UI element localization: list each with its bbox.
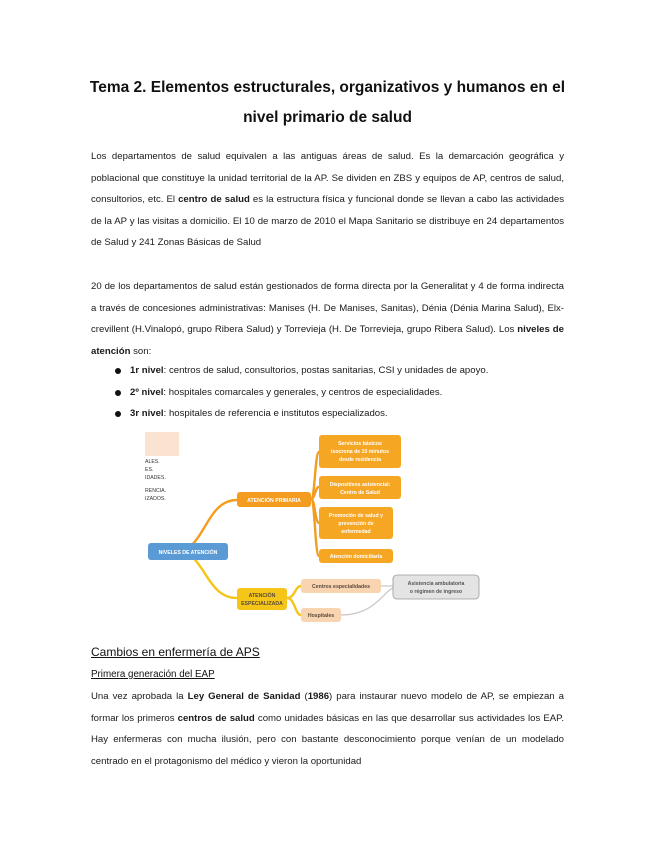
node-label: Promoción de salud y [329,513,383,519]
paragraph-text: es la estructura física y funcional donde se llevan a cabo las actividades de la AP y las visitas a domicilio. El 10 de marzo de 2010 el Mapa Sanitario se distribuye en 24 departamentos de Salud y 241 Zonas Básicas de Salud [91,194,564,249]
node-asistencia-ambulatoria [393,575,479,599]
paragraph-text: 20 de los departamentos de salud están gestionados de forma directa por la Generalitat y 4 de forma indirecta a través de concesiones administrativas: Manises (H. De Manises, Sanitas), Dénia (Dénia Marina Salud), Elx-crevillent (H.Vinalopó, grupo Ribera Salud) y Torrevieja (H. De Torrevieja, grupo Ribera Salud). Los [91,281,564,336]
document-title-line-1: Tema 2. Elementos estructurales, organizativos y humanos en el [89,79,566,96]
connector [287,586,301,598]
fragment-text: ES. [145,467,154,473]
bullet-icon [115,368,121,374]
node-root-label: NIVELES DE ATENCIÓN [158,550,218,556]
bold-term: centros de salud [177,712,255,724]
node-label: prevención de [338,521,374,527]
paragraph-text: como unidades básicas en las que desarrollar sus actividades los EAP. Hay enfermeras con mucha ilusión, pero con bastante desconocimiento porque venían de un modelado centrado en el protagonismo del médico y vieron la oportunidad [91,712,564,767]
node-label: Dispositivos asistencial: [329,482,391,488]
niveles-list [115,360,565,425]
bold-term: niveles de atención [91,324,564,357]
bold-term: 1986 [307,691,330,702]
list-item-label: 3r nivel [130,408,164,420]
node-label: Atención domiciliaria [329,554,383,560]
node-label: enfermedad [341,529,371,535]
fragment-text: ALES. [145,459,160,465]
left-panel-highlight [145,432,179,456]
section-heading: Cambios en enfermería de APS [91,645,260,659]
node-label: ATENCIÓN [248,593,276,599]
node-label: isocrona de 15 minutos [331,449,389,455]
bullet-icon [115,390,121,396]
paragraph-primera-generacion [91,686,564,772]
document-title-line-2: nivel primario de salud [243,109,412,126]
paragraph-text: Los departamentos de salud equivalen a las antiguas áreas de salud. Es la demarcación geográfica y poblacional que constituye la unidad territorial de la AP. Se dividen en ZBS y equipos de AP, centros de salud, consultorios, etc. El [91,151,564,206]
paragraph-text: son: [130,345,152,357]
fragment-text: RENCIA. [145,488,167,494]
list-item [115,382,565,404]
paragraph-text: ( [300,691,308,702]
connector [287,598,301,615]
node-label: Servicios básicos [338,441,382,447]
node-label: ESPECIALIZADA [241,601,283,607]
node-label: Centros especialidades [312,584,370,590]
niveles-atencion-diagram [145,430,545,630]
list-item-label: 1r nivel [130,365,164,376]
node-label: desde residencia [338,457,382,463]
paragraph-departamentos [91,146,564,254]
fragment-text: IZADOS. [145,496,166,502]
bold-term: Ley General de Sanidad [187,691,301,702]
bold-term: centro de salud [178,194,250,206]
paragraph-text: ) para instaurar nuevo modelo de AP, se empiezan a formar los primeros [91,691,564,724]
bullet-icon [115,411,121,417]
list-item-text: : hospitales comarcales y generales, y centros de especialidades. [163,386,443,398]
list-item [115,360,565,382]
node-label: o régimen de ingreso [409,589,463,595]
subsection-heading: Primera generación del EAP [91,669,215,680]
list-item-text: : hospitales de referencia e institutos especializados. [163,408,388,420]
fragment-text: IDADES. [145,475,166,481]
paragraph-text: Una vez aprobada la [91,691,188,702]
node-label: Asistencia ambulatoria [407,581,465,587]
node-label: Centro de Salud [340,490,380,496]
list-item [115,403,565,425]
list-item-text: : centros de salud, consultorios, postas sanitarias, CSI y unidades de apoyo. [163,365,489,376]
node-atencion-primaria-label: ATENCIÓN PRIMARIA [247,498,301,504]
node-label: Hospitales [307,613,335,619]
paragraph-gestion [91,276,564,362]
list-item-label: 2º nivel [130,386,164,398]
